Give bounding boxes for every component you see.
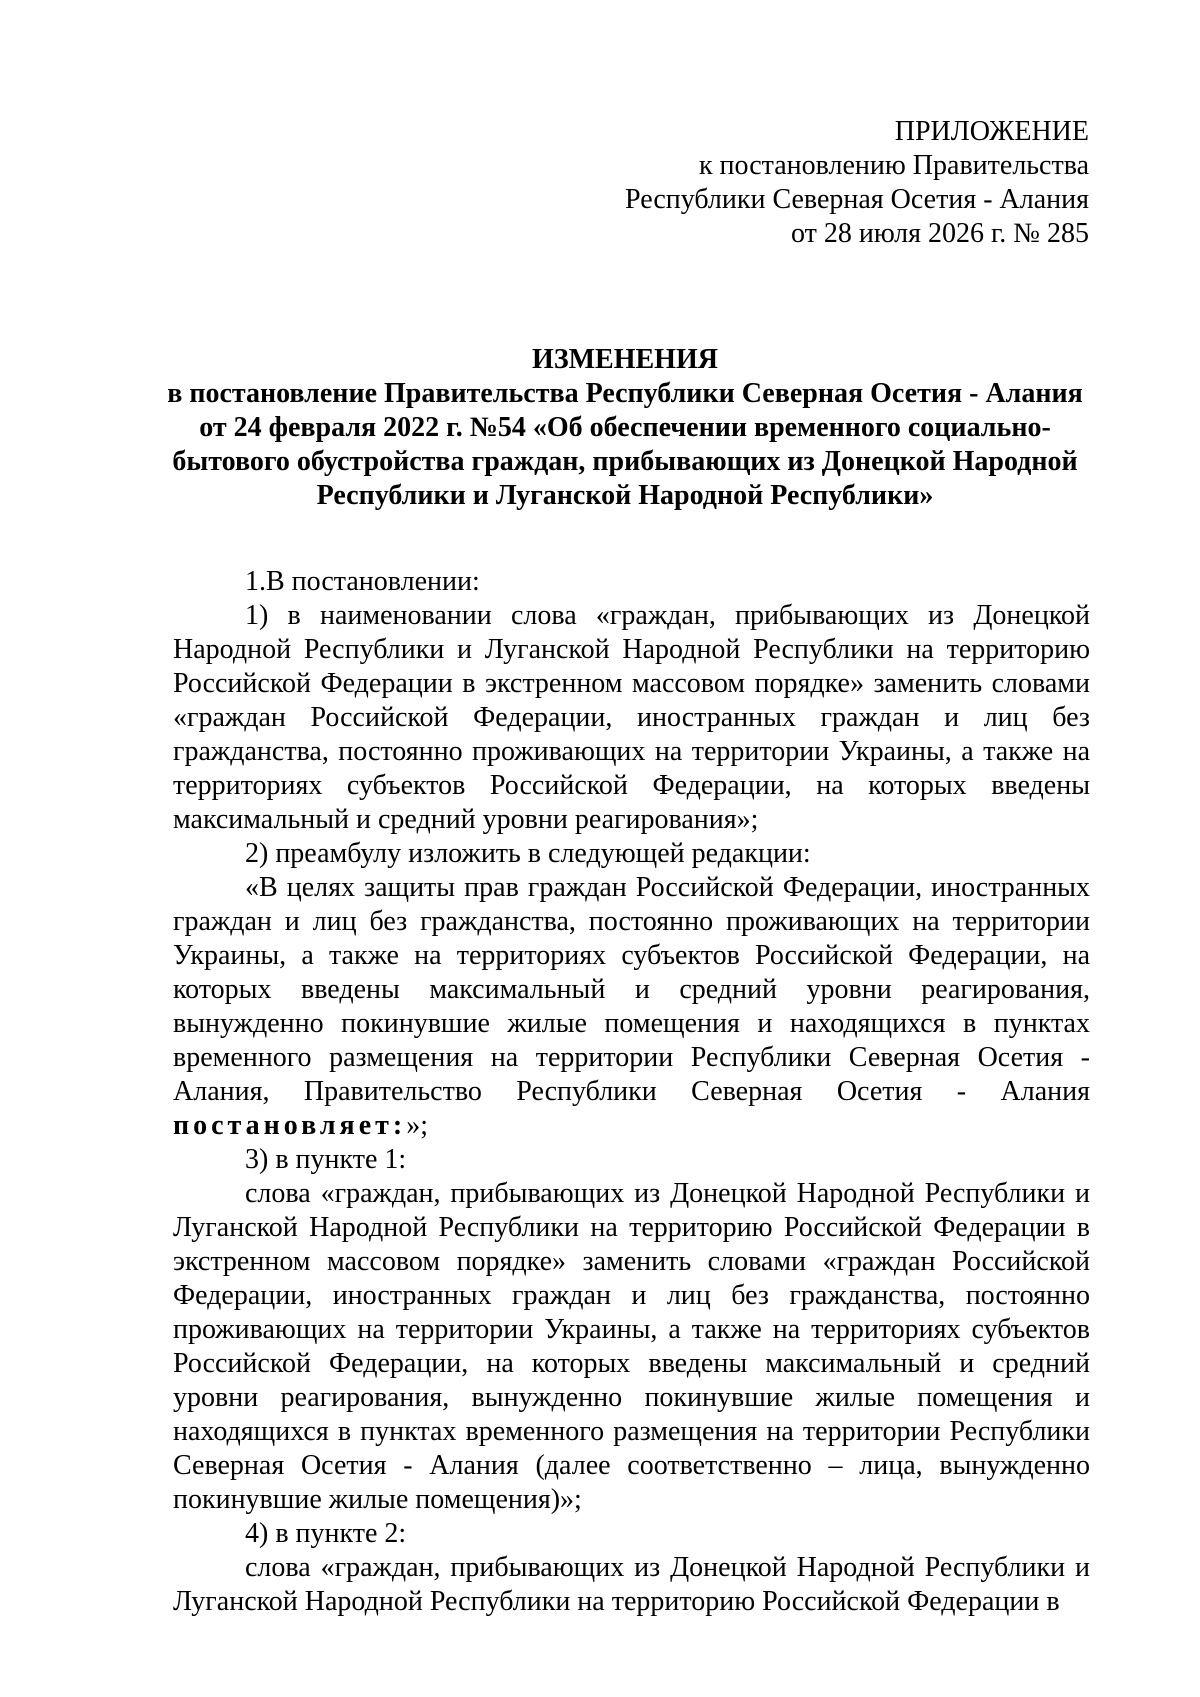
preamble-text: «В целях защиты прав граждан Российской Федерации, иностранных граждан и лиц без гражданства, постоянно проживающих на территории Украины, а также на территориях субъектов Российской Федерации, на которых введены максимальный и средний уровни реагирования, вынужденно покинувшие жилые помещения и находящихся в пунктах временного размещения на территории Республики Северная Осетия - Алания, Правительство Республики Северная Осетия - Алания [173,872,1090,1107]
paragraph: 3) в пункте 1: [245,1144,407,1175]
appendix-label: ПРИЛОЖЕНИЕ [894,116,1089,147]
paragraph: слова «граждан, прибывающих из Донецкой Народной Республики и Луганской Народной Республики на территорию Российской Федерации в экстренном массовом порядке» заменить словами «граждан Российской Федерации, иностранных граждан и лиц без гражданства, постоянно проживающих на территории Украины, а также на территориях субъектов Российской Федерации, на которых введены максимальный и средний уровни реагирования, вынужденно покинувшие жилые помещения и находящихся в пунктах временного размещения на территории Республики Северная Осетия - Алания (далее соответственно – лица, вынужденно покинувшие жилые помещения)»; [173,1178,1090,1515]
document-title [160,343,1090,513]
appendix-date-number: от 28 июля 2026 г. № 285 [791,218,1089,249]
preamble-end: »; [406,1110,428,1141]
paragraph: 1.В постановлении: [245,566,480,597]
document-body [173,565,1090,1619]
appendix-reference: к постановлению Правительства [698,150,1089,181]
paragraph: слова «граждан, прибывающих из Донецкой Народной Республики и Луганской Народной Республики на территорию Российской Федерации в [173,1552,1090,1617]
paragraph: 4) в пункте 2: [245,1518,407,1549]
appendix-republic: Республики Северная Осетия - Алания [625,184,1089,215]
title-heading: ИЗМЕНЕНИЯ [532,344,718,375]
approval-stamp [489,115,1089,251]
paragraph: 2) преамбулу изложить в следующей редакции: [245,838,811,869]
paragraph: 1) в наименовании слова «граждан, прибывающих из Донецкой Народной Республики и Луганской Народной Республики на территорию Российской Федерации в экстренном массовом порядке» заменить словами «граждан Российской Федерации, иностранных граждан и лиц без гражданства, постоянно проживающих на территории Украины, а также на территориях субъектов Российской Федерации, на которых введены максимальный и средний уровни реагирования»; [173,600,1090,835]
decree-keyword: постановляет: [173,1110,407,1141]
paragraph-preamble [173,871,1090,1143]
title-subtitle: в постановление Правительства Республики Северная Осетия - Алания от 24 февраля 2022 г. №54 «Об обеспечении временного социально-бытового обустройства граждан, прибывающих из Донецкой Народной Республики и Луганской Народной Республики» [167,378,1083,511]
